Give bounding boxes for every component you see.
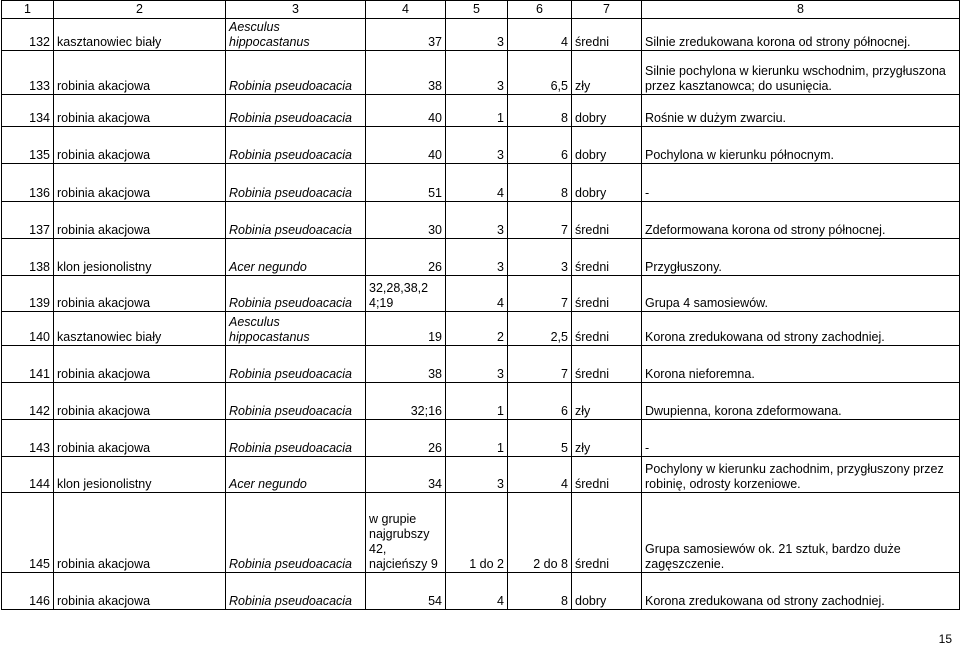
header-cell: 6	[508, 1, 572, 19]
latin-name-line: Robinia pseudoacacia	[229, 148, 353, 162]
notes	[642, 312, 960, 346]
table-row	[2, 346, 960, 383]
tree-number: 133	[2, 51, 54, 95]
height-value: 4	[446, 276, 508, 312]
height-value: 3	[446, 346, 508, 383]
table-row	[2, 573, 960, 610]
table-row	[2, 19, 960, 51]
tree-number: 136	[2, 164, 54, 202]
height-value: 1	[446, 95, 508, 127]
polish-name: robinia akacjowa	[54, 346, 226, 383]
tree-number: 143	[2, 420, 54, 457]
polish-name: robinia akacjowa	[54, 51, 226, 95]
latin-name	[226, 420, 366, 457]
polish-name: robinia akacjowa	[54, 164, 226, 202]
notes-line: Dwupienna, korona zdeformowana.	[645, 404, 842, 418]
latin-name-line: Acer negundo	[229, 260, 307, 274]
latin-name	[226, 383, 366, 420]
condition: zły	[572, 420, 642, 457]
notes-line: przez kasztanowca; do usunięcia.	[645, 79, 832, 93]
notes	[642, 276, 960, 312]
latin-name-line: Aesculus	[229, 315, 280, 329]
table-row	[2, 493, 960, 573]
crown-value: 5	[508, 420, 572, 457]
condition: dobry	[572, 573, 642, 610]
latin-name-line: Robinia pseudoacacia	[229, 594, 353, 608]
height-value: 3	[446, 127, 508, 164]
notes	[642, 127, 960, 164]
condition: średni	[572, 202, 642, 239]
crown-value: 8	[508, 573, 572, 610]
notes-line: -	[645, 186, 650, 200]
trunk-diameter: 26	[366, 420, 446, 457]
height-value: 3	[446, 51, 508, 95]
crown-value: 2 do 8	[508, 493, 572, 573]
notes-line: robinię, odrosty korzeniowe.	[645, 477, 801, 491]
notes	[642, 51, 960, 95]
condition: dobry	[572, 95, 642, 127]
polish-name: robinia akacjowa	[54, 420, 226, 457]
latin-name-line: Acer negundo	[229, 477, 307, 491]
latin-name	[226, 127, 366, 164]
latin-name	[226, 457, 366, 493]
tree-number: 142	[2, 383, 54, 420]
header-cell: 8	[642, 1, 960, 19]
latin-name-line: Robinia pseudoacacia	[229, 186, 353, 200]
trunk-diameter: 32,28,38,2 4;19	[366, 276, 446, 312]
table-row	[2, 95, 960, 127]
polish-name: robinia akacjowa	[54, 383, 226, 420]
height-value: 4	[446, 573, 508, 610]
trunk-diameter: 40	[366, 127, 446, 164]
notes	[642, 95, 960, 127]
latin-name	[226, 95, 366, 127]
condition: średni	[572, 346, 642, 383]
trunk-diameter: 32;16	[366, 383, 446, 420]
tree-number: 139	[2, 276, 54, 312]
condition: średni	[572, 19, 642, 51]
latin-name	[226, 51, 366, 95]
height-value: 3	[446, 202, 508, 239]
polish-name: kasztanowiec biały	[54, 19, 226, 51]
notes	[642, 420, 960, 457]
tree-number: 138	[2, 239, 54, 276]
notes	[642, 164, 960, 202]
latin-name-line: Robinia pseudoacacia	[229, 79, 353, 93]
table-row	[2, 239, 960, 276]
notes	[642, 383, 960, 420]
polish-name: robinia akacjowa	[54, 276, 226, 312]
notes	[642, 573, 960, 610]
crown-value: 6,5	[508, 51, 572, 95]
notes-line: Korona zredukowana od strony zachodniej.	[645, 330, 885, 344]
notes-line: -	[645, 441, 650, 455]
height-value: 1	[446, 383, 508, 420]
latin-name	[226, 239, 366, 276]
latin-name	[226, 493, 366, 573]
trunk-diameter: 19	[366, 312, 446, 346]
notes-line: Pochylona w kierunku północnym.	[645, 148, 834, 162]
header-cell: 4	[366, 1, 446, 19]
latin-name-line: hippocastanus	[229, 35, 310, 49]
trunk-diameter: 38	[366, 51, 446, 95]
crown-value: 7	[508, 202, 572, 239]
height-value: 1 do 2	[446, 493, 508, 573]
header-cell: 2	[54, 1, 226, 19]
latin-name-line: Robinia pseudoacacia	[229, 404, 353, 418]
notes-line: zagęszczenie.	[645, 557, 725, 571]
header-cell: 7	[572, 1, 642, 19]
crown-value: 4	[508, 19, 572, 51]
tree-number: 145	[2, 493, 54, 573]
latin-name-line: Robinia pseudoacacia	[229, 557, 353, 571]
notes	[642, 457, 960, 493]
latin-name	[226, 19, 366, 51]
notes	[642, 239, 960, 276]
notes-line: Korona zredukowana od strony zachodniej.	[645, 594, 885, 608]
table-row	[2, 312, 960, 346]
latin-name	[226, 573, 366, 610]
notes	[642, 202, 960, 239]
page-number: 15	[938, 632, 952, 646]
header-cell: 5	[446, 1, 508, 19]
condition: średni	[572, 457, 642, 493]
latin-name-line: Robinia pseudoacacia	[229, 223, 353, 237]
polish-name: klon jesionolistny	[54, 457, 226, 493]
notes-line: Korona nieforemna.	[645, 367, 755, 381]
condition: średni	[572, 312, 642, 346]
trunk-diameter: 34	[366, 457, 446, 493]
notes-line: Silnie zredukowana korona od strony północnej.	[645, 35, 911, 49]
crown-value: 8	[508, 164, 572, 202]
table-row	[2, 457, 960, 493]
notes-line: Zdeformowana korona od strony północnej.	[645, 223, 886, 237]
header-row	[2, 1, 960, 19]
height-value: 3	[446, 239, 508, 276]
height-value: 3	[446, 457, 508, 493]
notes-line: Grupa 4 samosiewów.	[645, 296, 768, 310]
latin-name-line: Aesculus	[229, 20, 280, 34]
crown-value: 4	[508, 457, 572, 493]
table-row	[2, 51, 960, 95]
crown-value: 7	[508, 346, 572, 383]
polish-name: klon jesionolistny	[54, 239, 226, 276]
crown-value: 8	[508, 95, 572, 127]
tree-number: 132	[2, 19, 54, 51]
tree-number: 141	[2, 346, 54, 383]
tree-number: 135	[2, 127, 54, 164]
latin-name	[226, 164, 366, 202]
notes	[642, 19, 960, 51]
notes-line: Przygłuszony.	[645, 260, 722, 274]
latin-name	[226, 202, 366, 239]
table-row	[2, 276, 960, 312]
crown-value: 7	[508, 276, 572, 312]
trunk-diameter: 54	[366, 573, 446, 610]
trunk-diameter: 38	[366, 346, 446, 383]
notes-line: Rośnie w dużym zwarciu.	[645, 111, 787, 125]
crown-value: 3	[508, 239, 572, 276]
latin-name-line: hippocastanus	[229, 330, 310, 344]
height-value: 4	[446, 164, 508, 202]
table-row	[2, 420, 960, 457]
latin-name	[226, 276, 366, 312]
tree-number: 134	[2, 95, 54, 127]
notes	[642, 346, 960, 383]
condition: zły	[572, 51, 642, 95]
trunk-diameter: 40	[366, 95, 446, 127]
polish-name: robinia akacjowa	[54, 573, 226, 610]
crown-value: 6	[508, 127, 572, 164]
header-cell: 1	[2, 1, 54, 19]
tree-number: 140	[2, 312, 54, 346]
header-cell: 3	[226, 1, 366, 19]
table-row	[2, 383, 960, 420]
condition: średni	[572, 239, 642, 276]
table-row	[2, 127, 960, 164]
table-row	[2, 202, 960, 239]
trunk-diameter: 51	[366, 164, 446, 202]
tree-number: 137	[2, 202, 54, 239]
condition: zły	[572, 383, 642, 420]
tree-number: 146	[2, 573, 54, 610]
notes-line: Grupa samosiewów ok. 21 sztuk, bardzo duże	[645, 542, 901, 556]
height-value: 3	[446, 19, 508, 51]
notes-line: Silnie pochylona w kierunku wschodnim, przygłuszona	[645, 64, 946, 78]
latin-name	[226, 312, 366, 346]
polish-name: robinia akacjowa	[54, 202, 226, 239]
notes	[642, 493, 960, 573]
height-value: 2	[446, 312, 508, 346]
polish-name: robinia akacjowa	[54, 127, 226, 164]
notes-line: Pochylony w kierunku zachodnim, przygłuszony przez	[645, 462, 944, 476]
polish-name: robinia akacjowa	[54, 493, 226, 573]
tree-number: 144	[2, 457, 54, 493]
crown-value: 2,5	[508, 312, 572, 346]
latin-name-line: Robinia pseudoacacia	[229, 296, 353, 310]
polish-name: robinia akacjowa	[54, 95, 226, 127]
condition: średni	[572, 493, 642, 573]
trunk-diameter: 37	[366, 19, 446, 51]
trunk-diameter: w grupie najgrubszy 42, najcieńszy 9	[366, 493, 446, 573]
trunk-diameter: 30	[366, 202, 446, 239]
latin-name-line: Robinia pseudoacacia	[229, 367, 353, 381]
crown-value: 6	[508, 383, 572, 420]
height-value: 1	[446, 420, 508, 457]
latin-name-line: Robinia pseudoacacia	[229, 441, 353, 455]
condition: dobry	[572, 127, 642, 164]
polish-name: kasztanowiec biały	[54, 312, 226, 346]
latin-name-line: Robinia pseudoacacia	[229, 111, 353, 125]
condition: dobry	[572, 164, 642, 202]
table-row	[2, 164, 960, 202]
tree-inventory-table	[1, 0, 960, 610]
condition: średni	[572, 276, 642, 312]
trunk-diameter: 26	[366, 239, 446, 276]
latin-name	[226, 346, 366, 383]
